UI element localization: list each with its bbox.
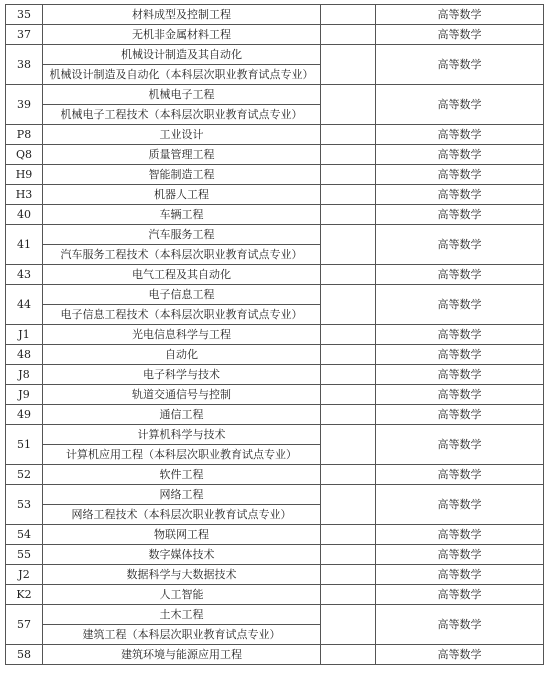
major-code-cell: Q8 (6, 145, 43, 165)
exam-subject-cell: 高等数学 (376, 185, 544, 205)
exam-subject-cell: 高等数学 (376, 5, 544, 25)
exam-subject-cell: 高等数学 (376, 225, 544, 265)
empty-cell (321, 465, 376, 485)
exam-subject-cell: 高等数学 (376, 605, 544, 645)
table-row (6, 645, 544, 665)
empty-cell (321, 365, 376, 385)
major-name-cell: 智能制造工程 (43, 165, 321, 185)
table-row (6, 165, 544, 185)
major-code-cell: 43 (6, 265, 43, 285)
majors-table-body (6, 5, 544, 665)
major-name-cell: 汽车服务工程 (43, 225, 321, 245)
exam-subject-cell: 高等数学 (376, 85, 544, 125)
table-row (6, 465, 544, 485)
major-name-cell: 材料成型及控制工程 (43, 5, 321, 25)
major-code-cell: 49 (6, 405, 43, 425)
empty-cell (321, 165, 376, 185)
exam-subject-cell: 高等数学 (376, 285, 544, 325)
empty-cell (321, 325, 376, 345)
empty-cell (321, 205, 376, 225)
empty-cell (321, 345, 376, 365)
major-name-cell: 建筑工程（本科层次职业教育试点专业） (43, 625, 321, 645)
major-code-cell: 44 (6, 285, 43, 325)
table-row (6, 485, 544, 505)
table-row (6, 205, 544, 225)
major-name-cell: 电气工程及其自动化 (43, 265, 321, 285)
table-row (6, 185, 544, 205)
major-code-cell: 41 (6, 225, 43, 265)
exam-subject-cell: 高等数学 (376, 45, 544, 85)
exam-subject-cell: 高等数学 (376, 485, 544, 525)
empty-cell (321, 145, 376, 165)
major-code-cell: J9 (6, 385, 43, 405)
major-name-cell: 轨道交通信号与控制 (43, 385, 321, 405)
major-code-cell: 52 (6, 465, 43, 485)
major-name-cell: 工业设计 (43, 125, 321, 145)
major-code-cell: H3 (6, 185, 43, 205)
table-row (6, 345, 544, 365)
major-name-cell: 网络工程 (43, 485, 321, 505)
major-name-cell: 计算机科学与技术 (43, 425, 321, 445)
empty-cell (321, 85, 376, 125)
empty-cell (321, 405, 376, 425)
major-name-cell: 自动化 (43, 345, 321, 365)
major-name-cell: 机械电子工程技术（本科层次职业教育试点专业） (43, 105, 321, 125)
major-name-cell: 电子科学与技术 (43, 365, 321, 385)
table-row (6, 545, 544, 565)
major-name-cell: 土木工程 (43, 605, 321, 625)
exam-subject-cell: 高等数学 (376, 205, 544, 225)
table-row (6, 365, 544, 385)
major-name-cell: 物联网工程 (43, 525, 321, 545)
major-code-cell: 40 (6, 205, 43, 225)
major-code-cell: J2 (6, 565, 43, 585)
exam-subject-cell: 高等数学 (376, 585, 544, 605)
exam-subject-cell: 高等数学 (376, 345, 544, 365)
exam-subject-cell: 高等数学 (376, 645, 544, 665)
exam-subject-cell: 高等数学 (376, 365, 544, 385)
empty-cell (321, 25, 376, 45)
empty-cell (321, 265, 376, 285)
major-name-cell: 数字媒体技术 (43, 545, 321, 565)
major-code-cell: K2 (6, 585, 43, 605)
major-code-cell: 54 (6, 525, 43, 545)
empty-cell (321, 605, 376, 645)
major-code-cell: 39 (6, 85, 43, 125)
major-code-cell: 35 (6, 5, 43, 25)
empty-cell (321, 185, 376, 205)
exam-subject-cell: 高等数学 (376, 565, 544, 585)
empty-cell (321, 545, 376, 565)
empty-cell (321, 645, 376, 665)
empty-cell (321, 45, 376, 85)
major-name-cell: 汽车服务工程技术（本科层次职业教育试点专业） (43, 245, 321, 265)
major-name-cell: 光电信息科学与工程 (43, 325, 321, 345)
table-row (6, 145, 544, 165)
major-name-cell: 电子信息工程技术（本科层次职业教育试点专业） (43, 305, 321, 325)
major-name-cell: 机械设计制造及自动化（本科层次职业教育试点专业） (43, 65, 321, 85)
table-row (6, 45, 544, 65)
major-name-cell: 软件工程 (43, 465, 321, 485)
major-code-cell: P8 (6, 125, 43, 145)
major-name-cell: 网络工程技术（本科层次职业教育试点专业） (43, 505, 321, 525)
major-code-cell: 37 (6, 25, 43, 45)
exam-subject-cell: 高等数学 (376, 385, 544, 405)
exam-subject-cell: 高等数学 (376, 25, 544, 45)
empty-cell (321, 125, 376, 145)
empty-cell (321, 5, 376, 25)
table-row (6, 5, 544, 25)
major-name-cell: 质量管理工程 (43, 145, 321, 165)
table-row (6, 565, 544, 585)
exam-subject-cell: 高等数学 (376, 405, 544, 425)
major-code-cell: J8 (6, 365, 43, 385)
table-row (6, 325, 544, 345)
table-row (6, 525, 544, 545)
table-row (6, 225, 544, 245)
major-name-cell: 机械电子工程 (43, 85, 321, 105)
exam-subject-cell: 高等数学 (376, 145, 544, 165)
empty-cell (321, 285, 376, 325)
major-code-cell: 38 (6, 45, 43, 85)
table-row (6, 265, 544, 285)
table-row (6, 425, 544, 445)
major-name-cell: 人工智能 (43, 585, 321, 605)
exam-subject-cell: 高等数学 (376, 165, 544, 185)
major-name-cell: 车辆工程 (43, 205, 321, 225)
empty-cell (321, 565, 376, 585)
major-code-cell: J1 (6, 325, 43, 345)
empty-cell (321, 425, 376, 465)
table-row (6, 405, 544, 425)
table-row (6, 605, 544, 625)
table-row (6, 85, 544, 105)
exam-subject-cell: 高等数学 (376, 525, 544, 545)
major-name-cell: 数据科学与大数据技术 (43, 565, 321, 585)
exam-subject-cell: 高等数学 (376, 265, 544, 285)
empty-cell (321, 525, 376, 545)
major-code-cell: 58 (6, 645, 43, 665)
empty-cell (321, 585, 376, 605)
exam-subject-cell: 高等数学 (376, 425, 544, 465)
exam-subject-cell: 高等数学 (376, 465, 544, 485)
major-code-cell: 51 (6, 425, 43, 465)
empty-cell (321, 485, 376, 525)
major-name-cell: 通信工程 (43, 405, 321, 425)
major-code-cell: 57 (6, 605, 43, 645)
major-name-cell: 电子信息工程 (43, 285, 321, 305)
exam-subject-cell: 高等数学 (376, 325, 544, 345)
majors-table (5, 4, 544, 665)
major-code-cell: 53 (6, 485, 43, 525)
empty-cell (321, 385, 376, 405)
table-row (6, 25, 544, 45)
exam-subject-cell: 高等数学 (376, 545, 544, 565)
table-row (6, 385, 544, 405)
empty-cell (321, 225, 376, 265)
major-name-cell: 建筑环境与能源应用工程 (43, 645, 321, 665)
major-code-cell: H9 (6, 165, 43, 185)
major-name-cell: 无机非金属材料工程 (43, 25, 321, 45)
table-row (6, 585, 544, 605)
major-name-cell: 计算机应用工程（本科层次职业教育试点专业） (43, 445, 321, 465)
table-row (6, 285, 544, 305)
major-name-cell: 机器人工程 (43, 185, 321, 205)
table-row (6, 125, 544, 145)
major-code-cell: 55 (6, 545, 43, 565)
major-code-cell: 48 (6, 345, 43, 365)
exam-subject-cell: 高等数学 (376, 125, 544, 145)
major-name-cell: 机械设计制造及其自动化 (43, 45, 321, 65)
